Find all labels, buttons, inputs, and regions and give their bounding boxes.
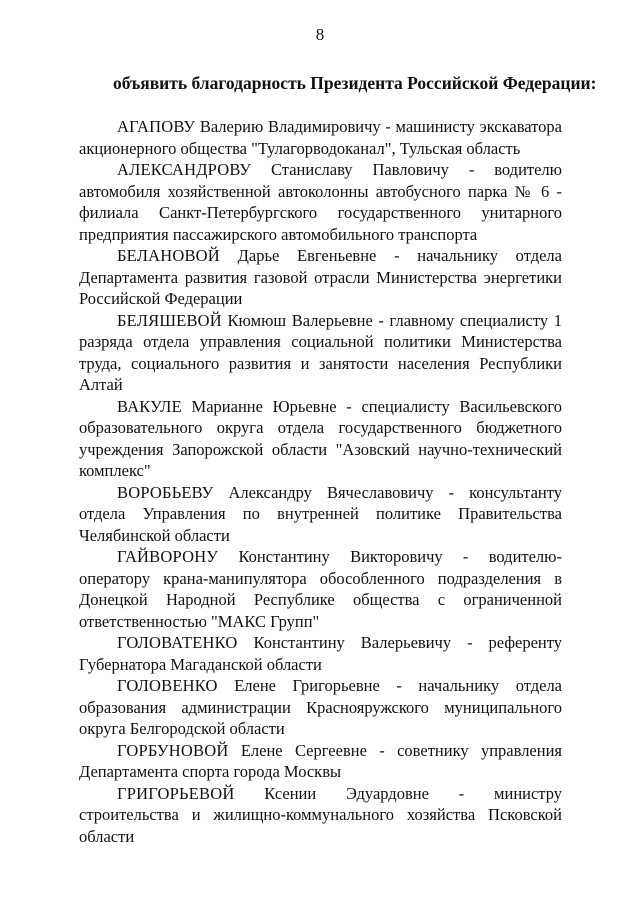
award-entry: [79, 245, 562, 310]
entry-text: Александру Вячеславовичу - консультанту отдела Управления по внутренней политике Правительства Челябинской области: [79, 482, 562, 545]
entry-surname: ГОЛОВАТЕНКО: [117, 633, 238, 652]
award-entry: [79, 310, 562, 396]
entry-surname: ГАЙВОРОНУ: [117, 547, 219, 566]
entry-surname: ВОРОБЬЕВУ: [117, 482, 214, 502]
page-number: 8: [315, 25, 325, 44]
entry-surname: АЛЕКСАНДРОВУ: [117, 160, 252, 179]
award-entry: [79, 740, 562, 783]
entry-text: Кюмюш Валерьевне - главному специалисту 1 разряда отдела управления социальной политики Министерства труда, социального развития и занятости населения Республики Алтай: [79, 310, 562, 394]
award-entry: [79, 116, 562, 159]
award-entry: [79, 632, 562, 675]
award-list: [79, 116, 562, 847]
entry-surname: БЕЛАНОВОЙ: [117, 246, 220, 265]
award-entry: [79, 159, 562, 245]
entry-surname: ГОЛОВЕНКО: [117, 676, 218, 695]
entry-text: Ксении Эдуардовне - министру строительства и жилищно-коммунального хозяйства Псковской области: [79, 783, 562, 846]
award-entry: [79, 783, 562, 848]
entry-text: Станиславу Павловичу - водителю автомобиля хозяйственной автоколонны автобусного парка № 6 - филиала Санкт-Петербургского государственного унитарного предприятия пассажирского автомобильного транспорта: [79, 160, 562, 244]
entry-surname: ВАКУЛЕ: [117, 396, 182, 416]
entry-text: Константину Валерьевичу - референту Губернатора Магаданской области: [79, 633, 562, 674]
award-entry: [79, 675, 562, 740]
entry-text: Дарье Евгеньевне - начальнику отдела Департамента развития газовой отрасли Министерства энергетики Российской Федерации: [79, 246, 562, 308]
entry-surname: ГОРБУНОВОЙ: [117, 740, 229, 760]
entry-surname: АГАПОВУ: [117, 117, 196, 136]
entry-text: Валерию Владимировичу - машинисту экскаватора акционерного общества "Тулагорводоканал", Тульская область: [79, 117, 562, 158]
entry-text: Елене Григорьевне - начальнику отдела образования администрации Краснояружского муниципального округа Белгородской области: [79, 676, 562, 738]
entry-text: Елене Сергеевне - советнику управления Департамента спорта города Москвы: [79, 740, 562, 781]
award-entry: [79, 546, 562, 632]
entry-text: Марианне Юрьевне - специалисту Васильевского образовательного округа отдела государственного бюджетного учреждения Запорожской области "Азовский научно-технический комплекс": [79, 396, 562, 480]
award-entry: [79, 482, 562, 547]
entry-text: Константину Викторовичу - водителю-оператору крана-манипулятора обособленного подразделения в Донецкой Народной Республике общества с ограниченной ответственностью "МАКС Групп": [79, 547, 562, 631]
entry-surname: ГРИГОРЬЕВОЙ: [117, 783, 235, 803]
document-heading: объявить благодарность Президента Российской Федерации:: [113, 73, 597, 93]
award-entry: [79, 396, 562, 482]
entry-surname: БЕЛЯШЕВОЙ: [117, 310, 222, 330]
